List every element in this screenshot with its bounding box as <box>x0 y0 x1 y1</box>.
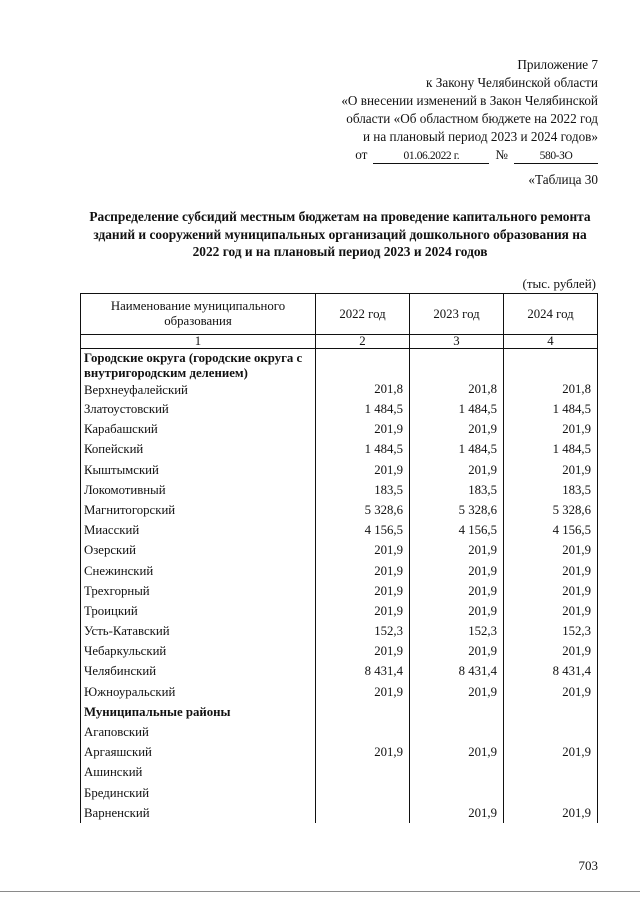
municipality-name: Карабашский <box>81 419 316 439</box>
value-cell <box>504 722 598 742</box>
table-row <box>81 581 598 601</box>
column-number: 1 <box>81 335 316 349</box>
value-cell: 201,9 <box>504 641 598 661</box>
column-number: 3 <box>410 335 504 349</box>
appendix-line: к Закону Челябинской области <box>426 75 598 90</box>
value-cell: 5 328,6 <box>410 500 504 520</box>
value-cell: 201,9 <box>410 540 504 560</box>
value-cell: 201,9 <box>504 601 598 621</box>
value-cell: 183,5 <box>504 480 598 500</box>
value-cell: 201,9 <box>316 601 410 621</box>
page-number: 703 <box>578 858 598 873</box>
value-cell: 1 484,5 <box>316 399 410 419</box>
municipality-name: Чебаркульский <box>81 641 316 661</box>
value-cell <box>316 702 410 722</box>
value-cell <box>316 783 410 803</box>
value-cell: 1 484,5 <box>316 439 410 459</box>
table-row <box>81 561 598 581</box>
number-label: № <box>495 147 508 162</box>
appendix-line: «О внесении изменений в Закон Челябинской <box>341 93 598 108</box>
value-cell <box>504 783 598 803</box>
value-cell <box>504 702 598 722</box>
value-cell: 1 484,5 <box>410 399 504 419</box>
value-cell: 201,9 <box>410 641 504 661</box>
table-row <box>81 439 598 459</box>
value-cell: 4 156,5 <box>316 520 410 540</box>
value-cell: 201,9 <box>316 540 410 560</box>
value-cell: 201,9 <box>316 682 410 702</box>
value-cell <box>410 702 504 722</box>
value-cell: 201,9 <box>410 419 504 439</box>
value-cell: 201,8 <box>410 349 504 400</box>
group-cell <box>81 349 316 400</box>
units-label: (тыс. рублей) <box>522 276 596 291</box>
value-cell: 201,9 <box>316 561 410 581</box>
appendix-line: области «Об областном бюджете на 2022 год <box>346 111 598 126</box>
table-header-row <box>81 294 598 335</box>
municipality-name: Агаповский <box>81 722 316 742</box>
municipality-name: Магнитогорский <box>81 500 316 520</box>
group-row <box>81 702 598 722</box>
group-row <box>81 349 598 400</box>
municipality-name: Южноуральский <box>81 682 316 702</box>
value-cell <box>316 762 410 782</box>
appendix-block <box>268 56 598 164</box>
header-2022: 2022 год <box>316 294 410 335</box>
value-cell: 201,9 <box>410 742 504 762</box>
table-row <box>81 783 598 803</box>
value-cell: 201,9 <box>316 419 410 439</box>
table-row <box>81 641 598 661</box>
value-cell: 201,9 <box>410 561 504 581</box>
value-cell: 201,9 <box>504 742 598 762</box>
value-cell: 201,9 <box>504 419 598 439</box>
value-cell <box>316 722 410 742</box>
table-row <box>81 460 598 480</box>
table-row <box>81 661 598 681</box>
value-cell: 201,9 <box>410 682 504 702</box>
value-cell: 152,3 <box>410 621 504 641</box>
table-row <box>81 540 598 560</box>
municipality-name: Аргаяшский <box>81 742 316 762</box>
table-row <box>81 419 598 439</box>
value-cell <box>504 762 598 782</box>
value-cell: 1 484,5 <box>410 439 504 459</box>
value-cell: 201,8 <box>316 349 410 400</box>
municipality-name: Копейский <box>81 439 316 459</box>
municipality-name: Озерский <box>81 540 316 560</box>
municipality-name: Челябинский <box>81 661 316 681</box>
value-cell: 1 484,5 <box>504 399 598 419</box>
value-cell: 201,9 <box>504 682 598 702</box>
from-label: от <box>355 147 368 162</box>
value-cell: 201,9 <box>504 581 598 601</box>
law-date: 01.06.2022 г. <box>373 149 489 164</box>
value-cell <box>316 803 410 823</box>
value-cell: 8 431,4 <box>410 661 504 681</box>
law-date-number-row <box>268 146 598 164</box>
table-row <box>81 500 598 520</box>
value-cell: 201,8 <box>504 349 598 400</box>
document-title: Распределение субсидий местным бюджетам на проведение капитального ремонта зданий и сооружений муниципальных организаций дошкольного образования на 2022 год и на плановый период 2023 и 2024 годов <box>89 209 591 259</box>
municipality-name: Троицкий <box>81 601 316 621</box>
value-cell <box>410 783 504 803</box>
column-number-row <box>81 335 598 349</box>
table-row <box>81 722 598 742</box>
value-cell: 201,9 <box>316 641 410 661</box>
municipality-name: Миасский <box>81 520 316 540</box>
municipality-name: Ашинский <box>81 762 316 782</box>
municipality-name: Златоустовский <box>81 399 316 419</box>
value-cell: 201,9 <box>410 581 504 601</box>
value-cell: 201,9 <box>504 803 598 823</box>
table-row <box>81 601 598 621</box>
value-cell: 1 484,5 <box>504 439 598 459</box>
value-cell: 201,9 <box>504 561 598 581</box>
table-row <box>81 682 598 702</box>
value-cell: 152,3 <box>316 621 410 641</box>
value-cell: 8 431,4 <box>504 661 598 681</box>
value-cell: 201,9 <box>316 460 410 480</box>
header-2023: 2023 год <box>410 294 504 335</box>
value-cell <box>410 762 504 782</box>
value-cell: 8 431,4 <box>316 661 410 681</box>
law-number: 580-ЗО <box>514 149 598 164</box>
subsidy-table <box>80 293 598 823</box>
value-cell: 201,9 <box>410 460 504 480</box>
header-2024: 2024 год <box>504 294 598 335</box>
value-cell: 201,9 <box>410 601 504 621</box>
appendix-line: Приложение 7 <box>517 57 598 72</box>
column-number: 2 <box>316 335 410 349</box>
value-cell: 183,5 <box>410 480 504 500</box>
table-row <box>81 621 598 641</box>
municipality-name: Локомотивный <box>81 480 316 500</box>
value-cell: 4 156,5 <box>504 520 598 540</box>
municipality-name: Снежинский <box>81 561 316 581</box>
table-row <box>81 803 598 823</box>
value-cell: 201,9 <box>316 581 410 601</box>
table-row <box>81 520 598 540</box>
header-municipality: Наименование муниципального образования <box>81 294 316 335</box>
table-row <box>81 480 598 500</box>
value-cell: 201,9 <box>504 460 598 480</box>
table-row <box>81 399 598 419</box>
municipality-name: Кыштымский <box>81 460 316 480</box>
municipality-name: Брединский <box>81 783 316 803</box>
value-cell: 5 328,6 <box>316 500 410 520</box>
value-cell: 183,5 <box>316 480 410 500</box>
municipality-name: Трехгорный <box>81 581 316 601</box>
value-cell: 4 156,5 <box>410 520 504 540</box>
table-tag: «Таблица 30 <box>528 172 598 187</box>
municipality-name: Усть-Катавский <box>81 621 316 641</box>
municipality-name: Верхнеуфалейский <box>84 383 188 397</box>
value-cell <box>410 722 504 742</box>
appendix-line: и на плановый период 2023 и 2024 годов» <box>362 129 598 144</box>
value-cell: 201,9 <box>504 540 598 560</box>
group-title: Муниципальные районы <box>81 702 316 722</box>
group-title: Городские округа (городские округа с внутригородским делением) <box>84 351 303 380</box>
value-cell: 201,9 <box>410 803 504 823</box>
value-cell: 201,9 <box>316 742 410 762</box>
municipality-name: Варненский <box>81 803 316 823</box>
value-cell: 5 328,6 <box>504 500 598 520</box>
table-row <box>81 762 598 782</box>
scan-edge-line <box>0 891 640 892</box>
value-cell: 152,3 <box>504 621 598 641</box>
table-row <box>81 742 598 762</box>
column-number: 4 <box>504 335 598 349</box>
